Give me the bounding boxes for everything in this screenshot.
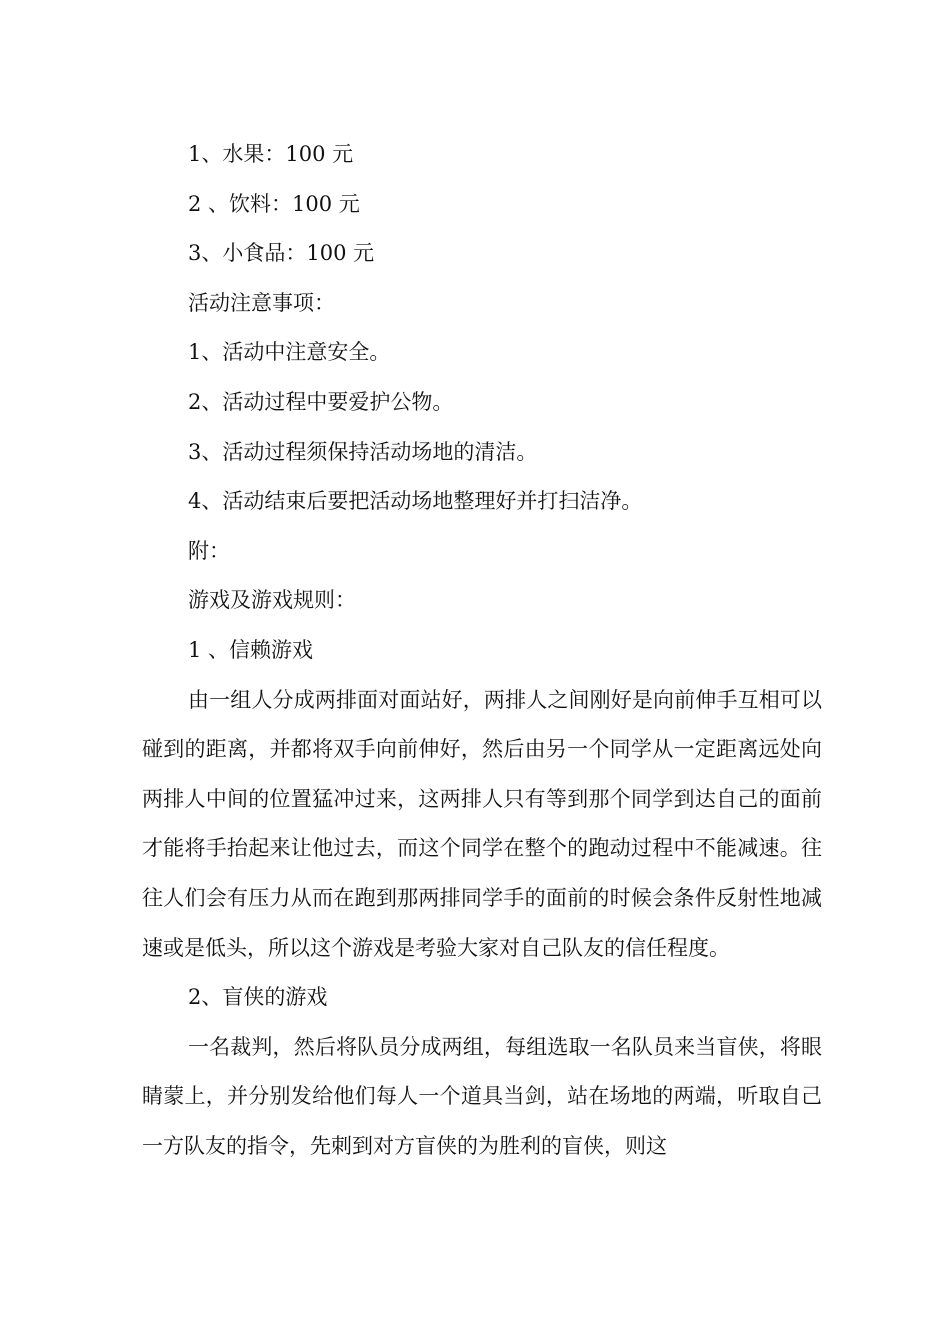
note-item-cleanliness: 3、活动过程须保持活动场地的清洁。 (188, 439, 538, 464)
game1-title: 1 、信赖游戏 (188, 637, 314, 662)
appendix-label: 附： (188, 538, 230, 563)
game2-body: 一名裁判，然后将队员分成两组，每组选取一名队员来当盲侠，将眼睛蒙上，并分别发给他们每人一个道具当剑，站在场地的两端，听取自己一方队友的指令，先刺到对方盲侠的为胜利的盲侠，则这 (142, 1034, 822, 1158)
budget-item-drinks: 2 、饮料：100 元 (188, 191, 360, 216)
notes-heading: 活动注意事项： (188, 290, 335, 315)
game1-body: 由一组人分成两排面对面站好，两排人之间刚好是向前伸手互相可以碰到的距离，并都将双手向前伸好，然后由另一个同学从一定距离远处向两排人中间的位置猛冲过来，这两排人只有等到那个同学到达自己的面前才能将手抬起来让他过去，而这个同学在整个的跑动过程中不能减速。往往人们会有压力从而在跑到那两排同学手的面前的时候会条件反射性地减速或是低头，所以这个游戏是考验大家对自己队友的信任程度。 (142, 687, 822, 960)
note-item-tidy-up: 4、活动结束后要把活动场地整理好并打扫洁净。 (188, 489, 643, 514)
game2-title: 2、盲侠的游戏 (188, 985, 328, 1010)
budget-item-snacks: 3、小食品：100 元 (188, 241, 375, 266)
budget-item-fruit: 1、水果：100 元 (188, 142, 354, 166)
note-item-safety: 1、活动中注意安全。 (188, 340, 391, 365)
document-body (142, 130, 822, 1171)
note-item-public-property: 2、活动过程中要爱护公物。 (188, 389, 454, 414)
games-heading: 游戏及游戏规则： (188, 588, 356, 613)
